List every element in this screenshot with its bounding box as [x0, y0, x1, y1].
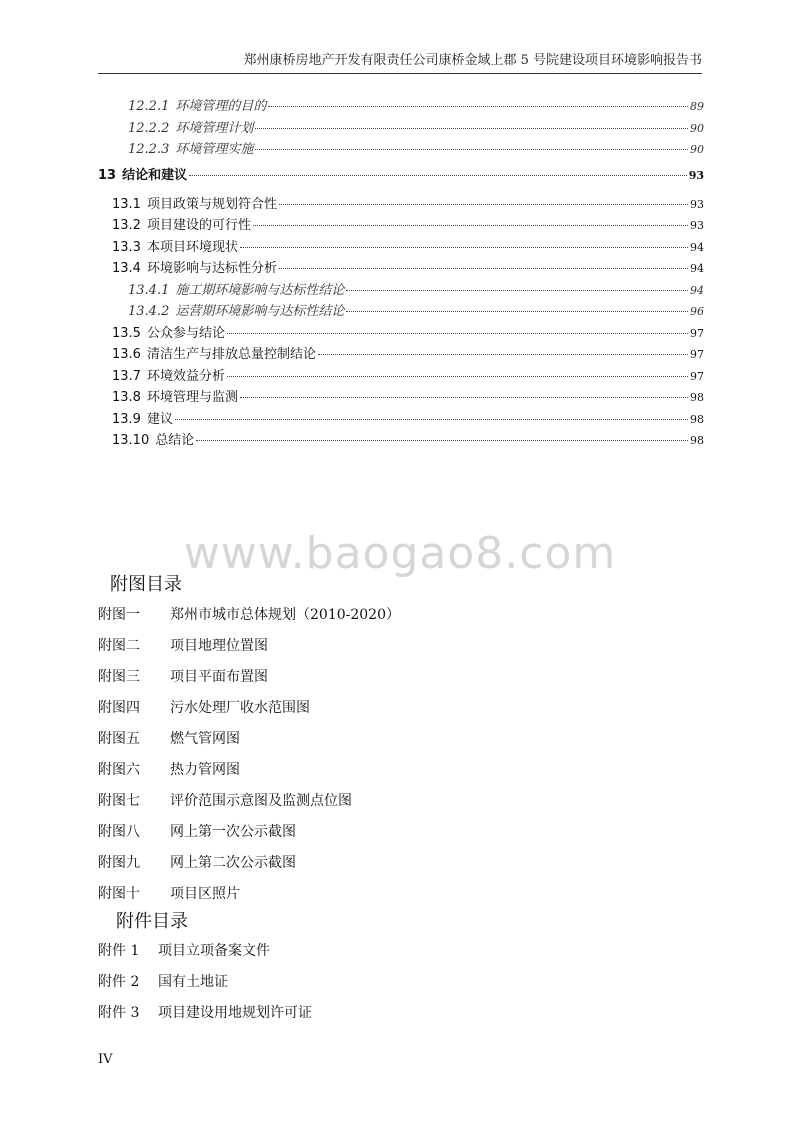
list-item — [98, 996, 312, 1027]
toc-entry[interactable] — [98, 117, 704, 139]
item-key: 附件 1 — [98, 942, 140, 959]
toc-number: 13.9 — [112, 411, 141, 427]
toc-leader — [240, 397, 688, 398]
toc-entry[interactable] — [98, 160, 704, 193]
toc-page: 97 — [690, 348, 704, 361]
item-text: 项目地理位置图 — [170, 637, 268, 654]
header-title: 郑州康桥房地产开发有限责任公司康桥金域上郡 5 号院建设项目环境影响报告书 — [243, 53, 702, 68]
toc-page: 97 — [690, 326, 704, 340]
toc-page: 98 — [690, 412, 704, 426]
toc-page: 96 — [690, 305, 704, 318]
toc-number: 12.2.1 — [128, 99, 170, 114]
toc-number: 13.6 — [112, 347, 141, 362]
item-key: 附图二 — [98, 637, 140, 654]
list-item — [98, 598, 400, 629]
toc-leader — [279, 204, 688, 205]
toc-number: 13.8 — [112, 390, 141, 405]
toc-title: 总结论 — [155, 433, 195, 448]
toc-entry[interactable] — [98, 429, 704, 451]
toc-title: 建议 — [146, 411, 173, 427]
item-key: 附图一 — [98, 606, 140, 623]
item-key: 附图八 — [98, 823, 140, 840]
toc-leader — [240, 247, 688, 248]
toc-number: 13.1 — [112, 196, 141, 212]
toc-page: 93 — [690, 219, 704, 232]
item-text: 项目立项备案文件 — [158, 942, 270, 959]
item-key: 附件 3 — [98, 1004, 140, 1021]
item-key: 附图四 — [98, 699, 140, 716]
toc-entry[interactable] — [98, 386, 704, 408]
toc-page: 98 — [690, 391, 704, 404]
item-text: 郑州市城市总体规划（2010-2020） — [170, 606, 400, 623]
list-item — [98, 784, 400, 815]
toc-entry[interactable] — [98, 300, 704, 322]
toc-page: 90 — [690, 143, 704, 156]
toc-leader — [175, 419, 688, 420]
toc-title: 项目政策与规划符合性 — [146, 196, 277, 212]
item-text: 项目建设用地规划许可证 — [158, 1004, 312, 1021]
page-header — [98, 52, 702, 74]
toc-page: 94 — [690, 262, 704, 275]
toc-title: 本项目环境现状 — [146, 239, 238, 255]
toc-title: 环境管理的目的 — [175, 99, 267, 114]
list-item — [98, 660, 400, 691]
toc-page: 97 — [690, 369, 704, 383]
toc-number: 12.2.3 — [128, 142, 170, 157]
item-key: 附图五 — [98, 730, 140, 747]
toc-leader — [255, 149, 688, 150]
toc-page: 90 — [690, 121, 704, 135]
toc-leader — [268, 106, 688, 107]
toc-page: 89 — [690, 100, 704, 113]
appendix-attachments-list — [98, 934, 312, 1027]
list-item — [98, 934, 312, 965]
toc-number: 12.2.2 — [128, 120, 170, 136]
toc-leader — [346, 311, 688, 312]
toc-page: 94 — [690, 240, 704, 254]
toc-number: 13.3 — [112, 239, 141, 255]
toc-number: 13.2 — [112, 218, 141, 233]
toc-number: 13.4.1 — [128, 282, 170, 298]
item-text: 热力管网图 — [170, 761, 240, 778]
toc-leader — [227, 333, 688, 334]
list-item — [98, 629, 400, 660]
toc-title: 环境管理实施 — [175, 142, 254, 157]
list-item — [98, 722, 400, 753]
toc-leader — [227, 376, 688, 377]
list-item — [98, 846, 400, 877]
item-text: 燃气管网图 — [170, 730, 240, 747]
toc-entry[interactable] — [98, 138, 704, 160]
toc-page: 93 — [690, 197, 704, 211]
toc-title: 环境管理与监测 — [146, 390, 238, 405]
list-item — [98, 753, 400, 784]
appendix-attachments-title: 附件目录 — [116, 911, 188, 932]
toc-entry[interactable] — [98, 193, 704, 215]
item-text: 评价范围示意图及监测点位图 — [170, 792, 352, 809]
page-number: IV — [98, 1052, 113, 1067]
toc-number: 13.7 — [112, 368, 141, 384]
toc-title: 公众参与结论 — [146, 325, 225, 341]
toc-title: 环境效益分析 — [146, 368, 225, 384]
item-text: 项目平面布置图 — [170, 668, 268, 685]
item-text: 项目区照片 — [170, 885, 240, 902]
appendix-figures-title: 附图目录 — [110, 574, 182, 595]
toc-leader — [346, 290, 688, 291]
toc-title: 施工期环境影响与达标性结论 — [175, 282, 345, 298]
appendix-figures-list — [98, 598, 400, 908]
toc-entry[interactable] — [98, 95, 704, 117]
toc-leader — [255, 128, 688, 129]
toc-leader — [196, 440, 688, 441]
item-key: 附图十 — [98, 885, 140, 902]
toc-page: 93 — [688, 168, 704, 182]
toc-leader — [253, 225, 688, 226]
item-text: 网上第一次公示截图 — [170, 823, 296, 840]
item-key: 附图三 — [98, 668, 140, 685]
toc-leader — [279, 268, 688, 269]
toc-number: 13.4.2 — [128, 304, 170, 319]
toc-title: 运营期环境影响与达标性结论 — [175, 304, 345, 319]
list-item — [98, 877, 400, 908]
toc-entry[interactable] — [98, 214, 704, 236]
toc-number: 13.10 — [112, 433, 150, 448]
item-key: 附件 2 — [98, 973, 140, 990]
item-text: 网上第二次公示截图 — [170, 854, 296, 871]
toc-title: 环境影响与达标性分析 — [146, 261, 277, 276]
toc-entry[interactable] — [98, 365, 704, 387]
toc-title: 项目建设的可行性 — [146, 218, 251, 233]
table-of-contents — [98, 95, 704, 451]
toc-entry[interactable] — [98, 279, 704, 301]
item-key: 附图六 — [98, 761, 140, 778]
list-item — [98, 965, 312, 996]
item-text: 污水处理厂收水范围图 — [170, 699, 310, 716]
toc-leader — [318, 354, 688, 355]
toc-page: 98 — [690, 434, 704, 447]
toc-number: 13 — [98, 167, 117, 183]
toc-entry[interactable] — [98, 257, 704, 279]
toc-title: 环境管理计划 — [175, 120, 254, 136]
toc-number: 13.5 — [112, 325, 141, 341]
toc-entry[interactable] — [98, 236, 704, 258]
toc-entry[interactable] — [98, 408, 704, 430]
list-item — [98, 691, 400, 722]
list-item — [98, 815, 400, 846]
item-key: 附图七 — [98, 792, 140, 809]
toc-entry[interactable] — [98, 322, 704, 344]
item-key: 附图九 — [98, 854, 140, 871]
item-text: 国有土地证 — [158, 973, 228, 990]
toc-title: 结论和建议 — [122, 167, 188, 183]
toc-entry[interactable] — [98, 343, 704, 365]
toc-number: 13.4 — [112, 261, 141, 276]
toc-title: 清洁生产与排放总量控制结论 — [146, 347, 316, 362]
toc-leader — [189, 175, 687, 176]
watermark: www.baogao8.com — [183, 528, 617, 579]
toc-page: 94 — [690, 283, 704, 297]
